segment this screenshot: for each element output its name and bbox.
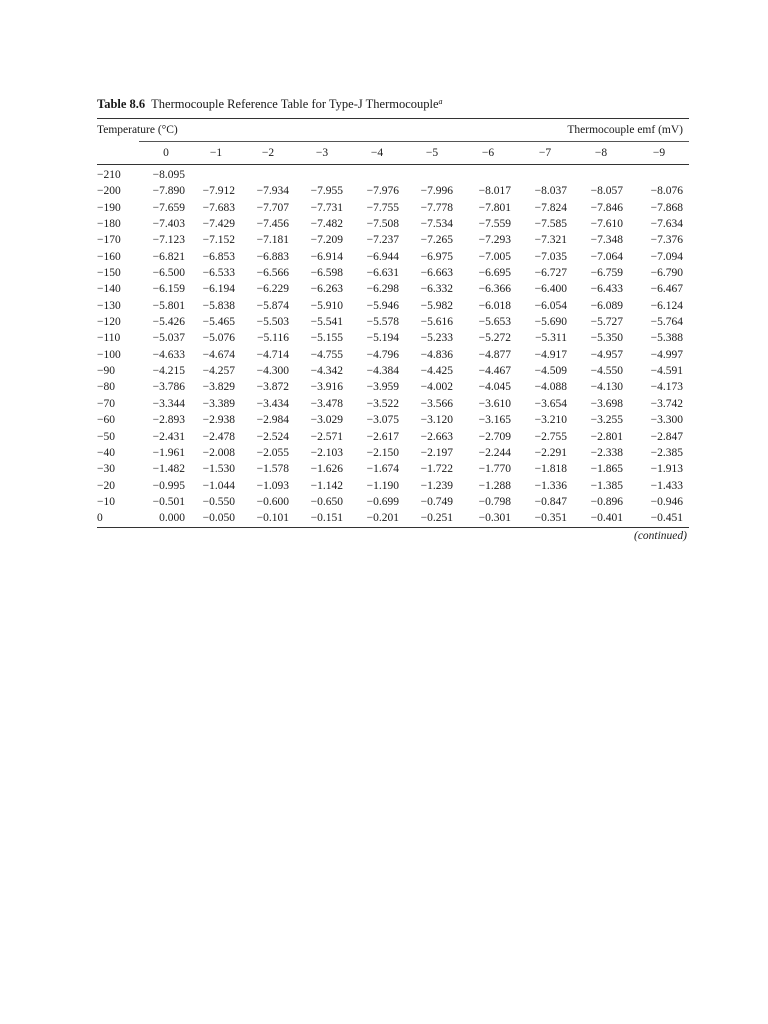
emf-cell: −0.351 [534, 512, 567, 525]
table-row [97, 314, 689, 330]
emf-cell [241, 165, 295, 184]
temperature-cell: −160 [97, 250, 121, 263]
emf-cell: −0.251 [420, 512, 453, 525]
group-header [97, 119, 689, 141]
emf-cell: −4.509 [534, 365, 567, 378]
emf-cell: −2.617 [366, 430, 399, 443]
bottom-rule [97, 527, 689, 528]
emf-cell: −6.263 [310, 283, 343, 296]
emf-cell: −4.796 [366, 348, 399, 361]
emf-cell: −1.190 [366, 479, 399, 492]
emf-cell: −8.095 [152, 169, 185, 181]
emf-cell: −7.321 [534, 234, 567, 247]
emf-cell [349, 165, 405, 184]
emf-cell: −7.209 [310, 234, 343, 247]
emf-cell: −7.683 [202, 201, 235, 214]
emf-cell: −6.124 [650, 299, 683, 312]
table-row [97, 249, 689, 265]
emf-cell: −7.482 [310, 218, 343, 231]
emf-cell: −3.959 [366, 381, 399, 394]
emf-cell: −8.057 [590, 185, 623, 198]
table-row [97, 298, 689, 314]
table-row [97, 216, 689, 232]
column-header: −6 [459, 142, 517, 165]
emf-cell: −3.829 [202, 381, 235, 394]
table-row [97, 183, 689, 199]
emf-cell [573, 165, 629, 184]
emf-cell: −1.336 [534, 479, 567, 492]
table-row [97, 396, 689, 412]
emf-cell: −4.550 [590, 365, 623, 378]
emf-cell: −2.385 [650, 446, 683, 459]
temperature-cell: −90 [97, 365, 115, 378]
emf-cell: −0.401 [590, 512, 623, 525]
column-header: −7 [517, 142, 573, 165]
column-header: 0 [141, 142, 191, 165]
emf-cell: −6.018 [478, 299, 511, 312]
temperature-cell: −210 [97, 169, 121, 181]
emf-cell [459, 165, 517, 184]
emf-cell: −6.821 [152, 250, 185, 263]
column-header-row [97, 142, 689, 165]
table-title: Thermocouple Reference Table for Type-J Thermocouple [151, 97, 439, 111]
emf-cell: −7.912 [202, 185, 235, 198]
emf-cell: −5.690 [534, 316, 567, 329]
table-row [97, 412, 689, 428]
table-caption [97, 94, 689, 112]
emf-cell: −7.035 [534, 250, 567, 263]
emf-cell: −5.578 [366, 316, 399, 329]
temperature-cell: −190 [97, 201, 121, 214]
emf-cell: −5.616 [420, 316, 453, 329]
emf-cell: −6.054 [534, 299, 567, 312]
emf-cell: −3.255 [590, 414, 623, 427]
emf-cell: −3.029 [310, 414, 343, 427]
emf-cell: −7.801 [478, 201, 511, 214]
emf-cell [295, 165, 349, 184]
emf-cell: −3.872 [256, 381, 289, 394]
emf-cell: −1.865 [590, 463, 623, 476]
table-row [97, 429, 689, 445]
emf-cell: −1.722 [420, 463, 453, 476]
emf-cell: −4.957 [590, 348, 623, 361]
emf-cell: −7.585 [534, 218, 567, 231]
emf-cell: −2.291 [534, 446, 567, 459]
temperature-cell: −60 [97, 414, 115, 427]
emf-cell: −7.659 [152, 201, 185, 214]
emf-cell: −4.002 [420, 381, 453, 394]
emf-cell: −3.344 [152, 397, 185, 410]
emf-cell: −6.663 [420, 267, 453, 280]
emf-cell: −2.801 [590, 430, 623, 443]
column-header-temp [97, 142, 141, 165]
emf-cell: −0.101 [256, 512, 289, 525]
emf-cell: −1.239 [420, 479, 453, 492]
emf-cell: −3.698 [590, 397, 623, 410]
thermocouple-table [97, 142, 689, 527]
emf-cell: −5.465 [202, 316, 235, 329]
emf-cell: −6.727 [534, 267, 567, 280]
emf-cell: −2.103 [310, 446, 343, 459]
emf-cell: −5.311 [535, 332, 567, 345]
emf-cell: −7.846 [590, 201, 623, 214]
temperature-cell: −130 [97, 299, 121, 312]
emf-cell: −7.237 [366, 234, 399, 247]
emf-cell: −2.571 [310, 430, 343, 443]
emf-cell: −2.984 [256, 414, 289, 427]
emf-cell: −2.893 [152, 414, 185, 427]
emf-cell: −1.913 [650, 463, 683, 476]
emf-cell: −1.578 [256, 463, 289, 476]
emf-cell: −1.044 [202, 479, 235, 492]
emf-cell: −6.467 [650, 283, 683, 296]
emf-cell: −6.566 [256, 267, 289, 280]
emf-cell: −5.076 [202, 332, 235, 345]
emf-cell: −6.533 [202, 267, 235, 280]
emf-cell: −7.005 [478, 250, 511, 263]
emf-cell [629, 165, 689, 184]
footnote-mark: a [438, 97, 443, 106]
emf-cell: −7.731 [310, 201, 343, 214]
temperature-cell: −30 [97, 463, 115, 476]
table-row [97, 330, 689, 346]
emf-cell: −4.215 [152, 365, 185, 378]
temperature-cell: −150 [97, 267, 121, 280]
emf-cell: −0.749 [420, 495, 453, 508]
emf-cell: −5.155 [310, 332, 343, 345]
emf-cell: −3.389 [202, 397, 235, 410]
emf-cell: −2.431 [152, 430, 185, 443]
emf-cell: −5.037 [152, 332, 185, 345]
table-row [97, 165, 689, 184]
emf-cell [191, 165, 241, 184]
emf-cell: −4.755 [310, 348, 343, 361]
emf-cell: −0.650 [310, 495, 343, 508]
column-header: −8 [573, 142, 629, 165]
emf-cell: −0.201 [366, 512, 399, 525]
emf-cell [517, 165, 573, 184]
emf-cell: −5.982 [420, 299, 453, 312]
temperature-cell: −80 [97, 381, 115, 394]
emf-cell: −7.376 [650, 234, 683, 247]
emf-cell: −4.045 [478, 381, 511, 394]
emf-cell: −6.883 [256, 250, 289, 263]
table-page [97, 94, 689, 542]
emf-cell: −5.350 [590, 332, 623, 345]
emf-cell: −4.633 [152, 348, 185, 361]
emf-cell: −7.890 [152, 185, 185, 198]
emf-cell: −3.300 [650, 414, 683, 427]
emf-cell: −6.695 [478, 267, 511, 280]
emf-cell: −6.229 [256, 283, 289, 296]
column-header: −1 [191, 142, 241, 165]
emf-cell: −7.348 [590, 234, 623, 247]
emf-cell: −8.037 [534, 185, 567, 198]
temperature-cell: −100 [97, 348, 121, 361]
table-row [97, 363, 689, 379]
emf-cell: −4.130 [590, 381, 623, 394]
emf-cell: −3.654 [534, 397, 567, 410]
emf-cell: −7.534 [420, 218, 453, 231]
emf-cell: −1.770 [478, 463, 511, 476]
emf-cell: −4.877 [478, 348, 511, 361]
emf-cell: −5.801 [152, 299, 185, 312]
table-row [97, 461, 689, 477]
emf-cell: −5.388 [650, 332, 683, 345]
emf-cell: −0.151 [310, 512, 343, 525]
emf-cell: −2.938 [202, 414, 235, 427]
temperature-cell: −200 [97, 185, 121, 198]
emf-cell: −3.786 [152, 381, 185, 394]
emf-cell: −6.853 [202, 250, 235, 263]
emf-cell: −3.210 [534, 414, 567, 427]
emf-cell: −0.896 [590, 495, 623, 508]
emf-cell: −2.338 [590, 446, 623, 459]
table-row [97, 510, 689, 526]
emf-cell: −7.634 [650, 218, 683, 231]
emf-cell: −1.288 [478, 479, 511, 492]
temperature-cell: −50 [97, 430, 115, 443]
table-row [97, 478, 689, 494]
emf-cell: −3.522 [366, 397, 399, 410]
emf-cell: −0.699 [366, 495, 399, 508]
emf-cell: −0.451 [650, 512, 683, 525]
temperature-cell: −170 [97, 234, 121, 247]
emf-cell: −3.916 [310, 381, 343, 394]
emf-cell: −1.818 [534, 463, 567, 476]
emf-cell: −2.709 [478, 430, 511, 443]
emf-cell: −5.272 [478, 332, 511, 345]
emf-cell: −1.482 [152, 463, 185, 476]
emf-cell: −7.996 [420, 185, 453, 198]
emf-cell: −4.300 [256, 365, 289, 378]
table-row [97, 379, 689, 395]
emf-cell: −7.755 [366, 201, 399, 214]
emf-cell: −4.088 [534, 381, 567, 394]
emf-cell: −6.433 [590, 283, 623, 296]
emf-cell: −2.008 [202, 446, 235, 459]
emf-cell: −7.868 [650, 201, 683, 214]
emf-cell: −3.478 [310, 397, 343, 410]
emf-cell: −7.403 [152, 218, 185, 231]
temperature-cell: −140 [97, 283, 121, 296]
emf-cell: −0.550 [202, 495, 235, 508]
table-row [97, 494, 689, 510]
table-row [97, 347, 689, 363]
emf-cell: −6.332 [420, 283, 453, 296]
emf-cell: −7.429 [202, 218, 235, 231]
temperature-cell: −70 [97, 397, 115, 410]
emf-cell: −3.742 [650, 397, 683, 410]
emf-cell: −5.764 [650, 316, 683, 329]
emf-cell: −6.400 [534, 283, 567, 296]
emf-cell: −3.075 [366, 414, 399, 427]
emf-cell: −2.150 [366, 446, 399, 459]
emf-cell [405, 165, 459, 184]
emf-cell: −2.524 [256, 430, 289, 443]
emf-header: Thermocouple emf (mV) [567, 124, 683, 136]
table-row [97, 232, 689, 248]
emf-cell: −6.759 [590, 267, 623, 280]
emf-cell: −7.123 [152, 234, 185, 247]
table-row [97, 445, 689, 461]
emf-cell: −7.955 [310, 185, 343, 198]
table-row [97, 281, 689, 297]
emf-cell: −2.663 [420, 430, 453, 443]
emf-cell: −5.233 [420, 332, 453, 345]
emf-cell: −1.530 [202, 463, 235, 476]
temperature-cell: −120 [97, 316, 121, 329]
emf-cell: −3.566 [420, 397, 453, 410]
emf-cell: −3.434 [256, 397, 289, 410]
temperature-cell: −20 [97, 479, 115, 492]
emf-cell: −0.995 [152, 479, 185, 492]
emf-cell: −3.120 [420, 414, 453, 427]
emf-cell: −1.385 [590, 479, 623, 492]
emf-cell: −6.598 [310, 267, 343, 280]
emf-cell: −7.707 [256, 201, 289, 214]
emf-cell: −2.478 [202, 430, 235, 443]
emf-cell: −4.674 [202, 348, 235, 361]
emf-cell: −5.541 [310, 316, 343, 329]
emf-cell: −0.847 [534, 495, 567, 508]
table-number: Table 8.6 [97, 97, 146, 111]
emf-cell: −6.159 [152, 283, 185, 296]
emf-cell: −7.265 [420, 234, 453, 247]
emf-cell: −2.055 [256, 446, 289, 459]
column-header: −4 [349, 142, 405, 165]
emf-cell: −7.976 [366, 185, 399, 198]
table-body [97, 165, 689, 527]
emf-cell: −5.874 [256, 299, 289, 312]
emf-cell: −4.714 [256, 348, 289, 361]
emf-cell: −6.194 [202, 283, 235, 296]
emf-cell: −8.076 [650, 185, 683, 198]
emf-cell: −7.456 [256, 218, 289, 231]
emf-cell: −7.934 [256, 185, 289, 198]
emf-cell: −4.997 [650, 348, 683, 361]
emf-cell: −5.194 [366, 332, 399, 345]
emf-cell: −4.425 [420, 365, 453, 378]
emf-cell: −7.181 [256, 234, 289, 247]
emf-cell: −1.674 [366, 463, 399, 476]
emf-cell: −4.342 [310, 365, 343, 378]
temperature-cell: −110 [97, 332, 121, 345]
emf-cell: −6.975 [420, 250, 453, 263]
emf-cell: −4.173 [650, 381, 683, 394]
emf-cell: −7.559 [478, 218, 511, 231]
emf-cell: −5.910 [310, 299, 343, 312]
emf-cell: −0.946 [650, 495, 683, 508]
emf-cell: −7.610 [590, 218, 623, 231]
emf-cell: 0.000 [159, 512, 185, 525]
emf-cell: −5.116 [257, 332, 289, 345]
emf-cell: −2.244 [478, 446, 511, 459]
column-header: −5 [405, 142, 459, 165]
emf-cell: −7.094 [650, 250, 683, 263]
emf-cell: −5.653 [478, 316, 511, 329]
emf-cell: −6.944 [366, 250, 399, 263]
emf-cell: −0.301 [478, 512, 511, 525]
emf-cell: −7.152 [202, 234, 235, 247]
temperature-cell: −10 [97, 495, 115, 508]
emf-cell: −0.501 [152, 495, 185, 508]
emf-cell: −4.836 [420, 348, 453, 361]
emf-cell: −7.508 [366, 218, 399, 231]
emf-cell: −0.600 [256, 495, 289, 508]
column-header: −2 [241, 142, 295, 165]
emf-cell: −1.961 [152, 446, 185, 459]
emf-cell: −2.847 [650, 430, 683, 443]
emf-cell: −5.946 [366, 299, 399, 312]
emf-cell: −1.626 [310, 463, 343, 476]
emf-cell: −4.591 [650, 365, 683, 378]
emf-cell: −4.467 [478, 365, 511, 378]
table-row [97, 200, 689, 216]
column-header: −9 [629, 142, 689, 165]
emf-cell: −6.631 [366, 267, 399, 280]
emf-cell: −0.050 [202, 512, 235, 525]
temperature-cell: −180 [97, 218, 121, 231]
emf-cell: −5.426 [152, 316, 185, 329]
emf-cell: −7.064 [590, 250, 623, 263]
emf-cell: −5.503 [256, 316, 289, 329]
emf-cell: −1.433 [650, 479, 683, 492]
emf-cell: −0.798 [478, 495, 511, 508]
emf-cell: −1.142 [310, 479, 343, 492]
emf-cell: −2.197 [420, 446, 453, 459]
temperature-cell: −40 [97, 446, 115, 459]
emf-cell: −6.790 [650, 267, 683, 280]
emf-cell: −4.384 [366, 365, 399, 378]
emf-cell: −8.017 [478, 185, 511, 198]
emf-cell: −7.778 [420, 201, 453, 214]
emf-cell: −6.500 [152, 267, 185, 280]
emf-cell: −3.165 [478, 414, 511, 427]
emf-cell: −4.917 [534, 348, 567, 361]
temperature-header: Temperature (°C) [97, 124, 178, 136]
table-row [97, 265, 689, 281]
continued-note: (continued) [633, 529, 687, 542]
emf-cell: −7.824 [534, 201, 567, 214]
emf-cell: −6.914 [310, 250, 343, 263]
emf-cell: −7.293 [478, 234, 511, 247]
temperature-cell: 0 [97, 512, 103, 525]
emf-cell: −6.366 [478, 283, 511, 296]
emf-cell: −6.298 [366, 283, 399, 296]
emf-cell: −5.838 [202, 299, 235, 312]
emf-cell: −1.093 [256, 479, 289, 492]
emf-cell: −2.755 [534, 430, 567, 443]
emf-cell: −6.089 [590, 299, 623, 312]
emf-cell: −4.257 [202, 365, 235, 378]
emf-cell: −3.610 [478, 397, 511, 410]
emf-cell: −5.727 [590, 316, 623, 329]
column-header: −3 [295, 142, 349, 165]
